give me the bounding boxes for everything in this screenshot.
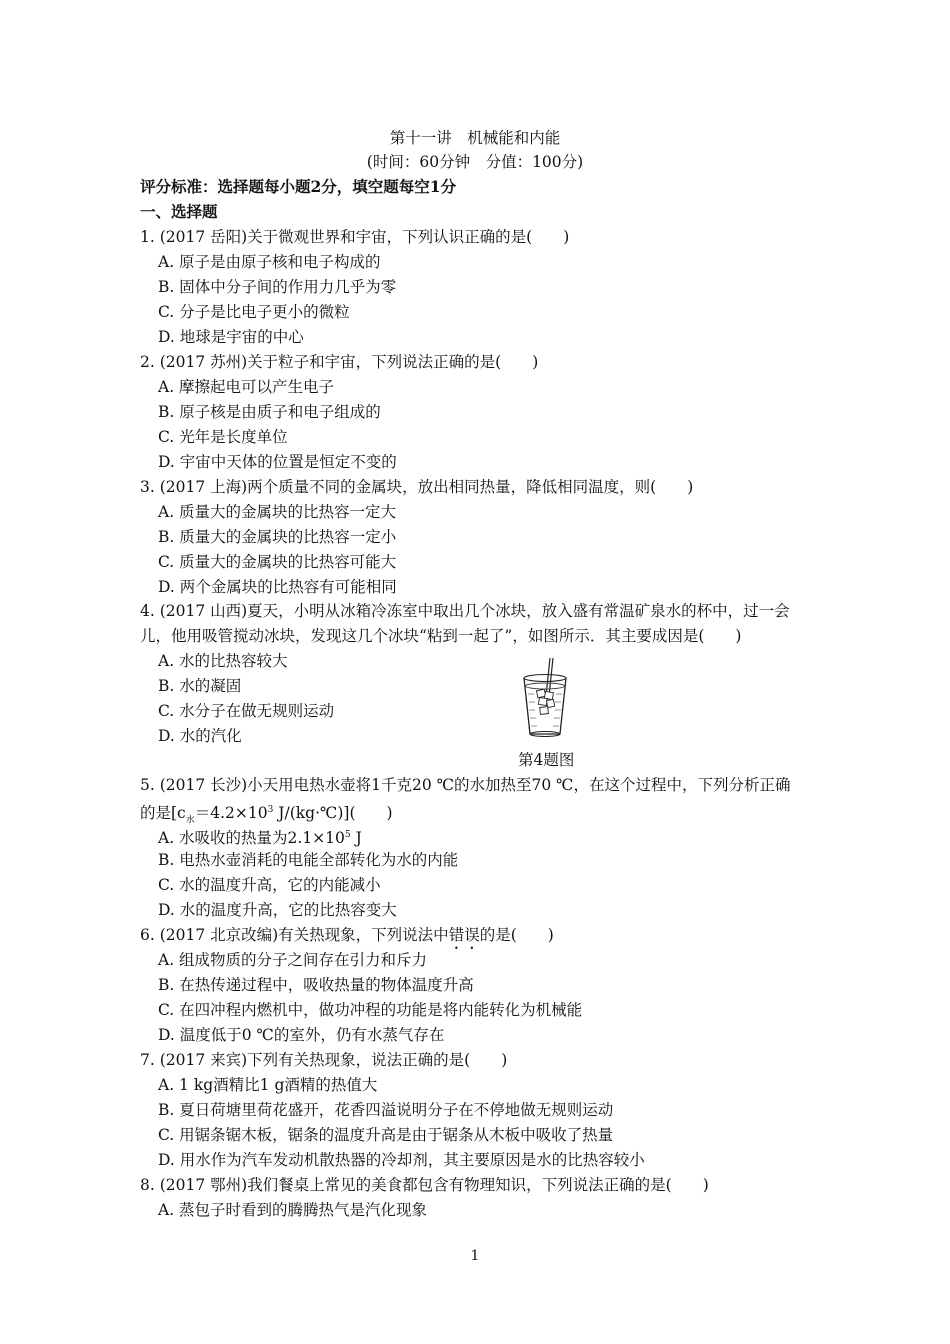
question-stem: 3. (2017 上海)两个质量不同的金属块，放出相同热量，降低相同温度，则( ): [140, 478, 694, 496]
option: C. 水分子在做无规则运动: [158, 702, 335, 720]
figure-caption: 第4题图: [518, 751, 575, 769]
question-stem: 7. (2017 来宾)下列有关热现象，说法正确的是( ): [140, 1051, 508, 1069]
option: B. 原子核是由质子和电子组成的: [158, 403, 381, 421]
option: B. 固体中分子间的作用力几乎为零: [158, 278, 397, 296]
section-heading: 一、选择题: [140, 202, 218, 221]
option: C. 在四冲程内燃机中，做功冲程的功能是将内能转化为机械能: [158, 1001, 583, 1019]
option-text: J: [350, 829, 362, 848]
cup-with-ice-figure: [520, 656, 570, 738]
superscript: 5: [344, 830, 351, 840]
question-stem: [140, 925, 554, 953]
option: A. 摩擦起电可以产生电子: [158, 378, 335, 396]
option: B. 质量大的金属块的比热容一定小: [158, 528, 397, 546]
superscript: 3: [267, 805, 274, 815]
option: B. 在热传递过程中，吸收热量的物体温度升高: [158, 976, 474, 994]
option: B. 夏日荷塘里荷花盛开，花香四溢说明分子在不停地做无规则运动: [158, 1101, 614, 1119]
option: C. 用锯条锯木板，锯条的温度升高是由于锯条从木板中吸收了热量: [158, 1126, 614, 1144]
option: D. 两个金属块的比热容有可能相同: [158, 578, 397, 596]
stem-text: 的是( ): [479, 926, 554, 944]
subscript-water: 水: [185, 815, 195, 826]
option: D. 宇宙中天体的位置是恒定不变的: [158, 453, 397, 471]
question-stem: 2. (2017 苏州)关于粒子和宇宙，下列说法正确的是( ): [140, 353, 539, 371]
option: C. 分子是比电子更小的微粒: [158, 303, 350, 321]
option: B. 电热水壶消耗的电能全部转化为水的内能: [158, 851, 459, 869]
option: A. 原子是由原子核和电子构成的: [158, 253, 381, 271]
stem-text: 的是[c: [140, 804, 186, 823]
option: [158, 825, 362, 848]
option-text: A. 水吸收的热量为2.1×10: [158, 829, 345, 848]
stem-text: ＝4.2×10: [194, 804, 268, 823]
emphasized-word: 错误: [448, 926, 480, 944]
option: D. 地球是宇宙的中心: [158, 328, 304, 346]
option: A. 质量大的金属块的比热容一定大: [158, 503, 397, 521]
page-subtitle: (时间：60分钟 分值：100分): [366, 153, 584, 171]
question-stem: 4. (2017 山西)夏天，小明从冰箱冷冻室中取出几个冰块，放入盛有常温矿泉水的杯中，过一会: [140, 602, 790, 620]
option: A. 组成物质的分子之间存在引力和斥力: [158, 951, 428, 969]
option: A. 水的比热容较大: [158, 652, 288, 670]
option: D. 温度低于0 ℃的室外，仍有水蒸气存在: [158, 1026, 445, 1044]
option: A. 1 kg酒精比1 g酒精的热值大: [158, 1076, 378, 1094]
option: C. 光年是长度单位: [158, 428, 288, 446]
question-stem: 5. (2017 长沙)小天用电热水壶将1千克20 ℃的水加热至70 ℃，在这个过程中，下列分析正确: [140, 776, 791, 794]
option: C. 质量大的金属块的比热容可能大: [158, 553, 397, 571]
option: D. 用水作为汽车发动机散热器的冷却剂，其主要原因是水的比热容较小: [158, 1151, 645, 1169]
page-number: 1: [470, 1248, 480, 1264]
option: C. 水的温度升高，它的内能减小: [158, 876, 381, 894]
stem-text: 6. (2017 北京改编)有关热现象，下列说法中: [140, 926, 449, 944]
question-stem: 1. (2017 岳阳)关于微观世界和宇宙，下列认识正确的是( ): [140, 228, 570, 246]
option: D. 水的汽化: [158, 727, 242, 745]
question-stem-continued: 儿，他用吸管搅动冰块，发现这几个冰块“粘到一起了”，如图所示．其主要成因是( ): [140, 627, 742, 645]
option: D. 水的温度升高，它的比热容变大: [158, 901, 397, 919]
option: B. 水的凝固: [158, 677, 242, 695]
question-stem: 8. (2017 鄂州)我们餐桌上常见的美食都包含有物理知识，下列说法正确的是( ): [140, 1176, 709, 1194]
scoring-standard: 评分标准：选择题每小题2分，填空题每空1分: [140, 177, 457, 196]
page-title: 第十一讲 机械能和内能: [389, 129, 561, 147]
option: A. 蒸包子时看到的腾腾热气是汽化现象: [158, 1201, 428, 1219]
stem-text: J/(kg·℃)]( ): [273, 804, 393, 823]
